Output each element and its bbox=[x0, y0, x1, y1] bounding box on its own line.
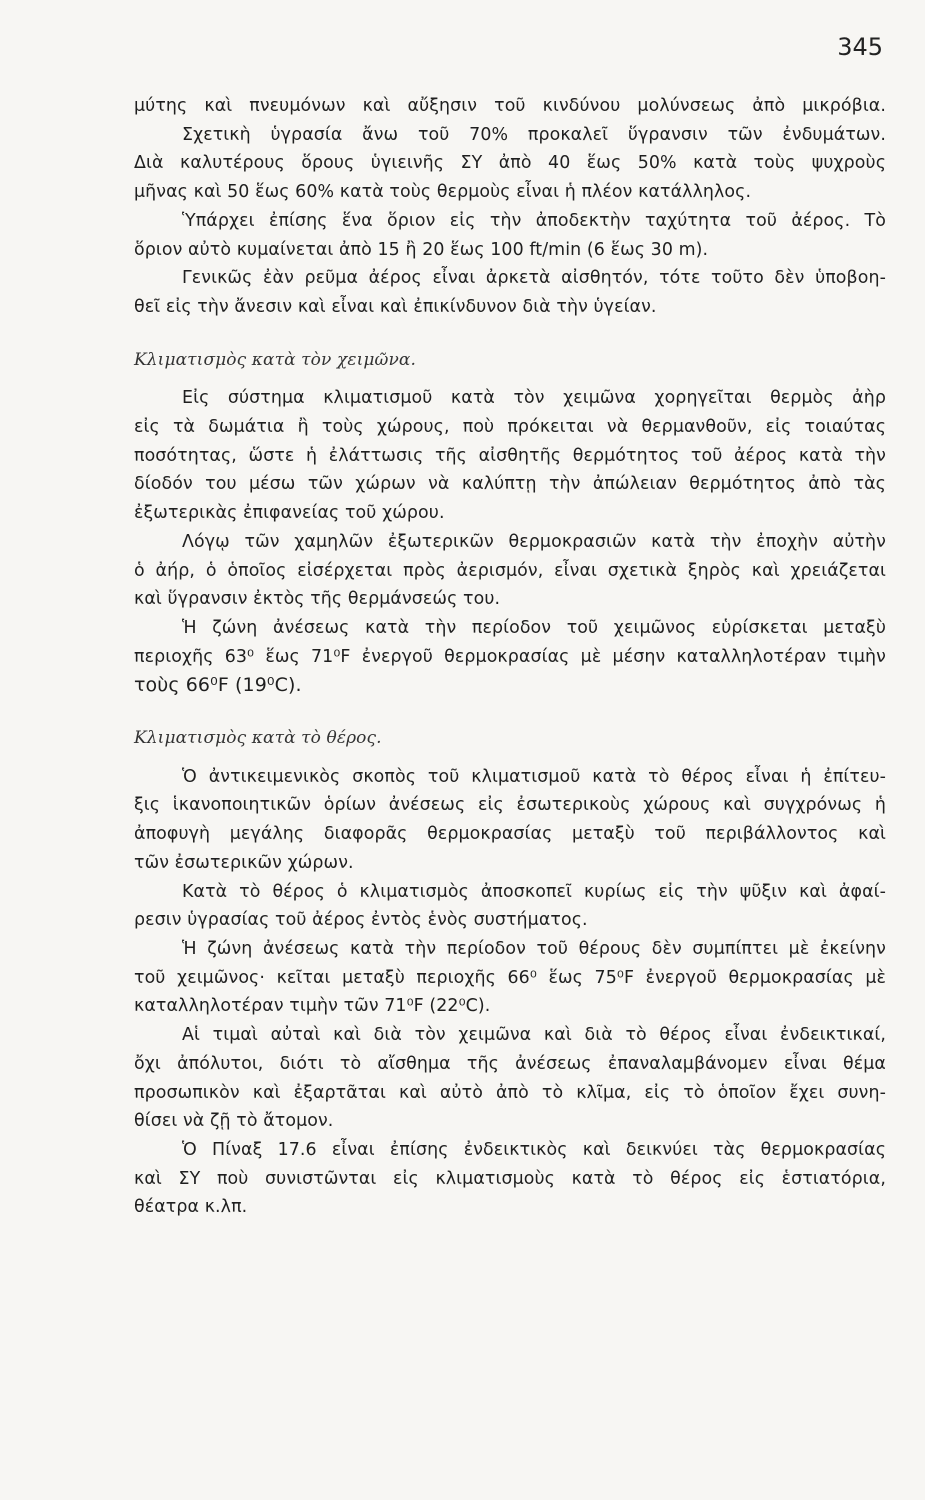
text-line: Σχετικὴ ὑγρασία ἄνω τοῦ 70% προκαλεῖ ὕγρανσιν τῶν ἐνδυμάτων. bbox=[182, 124, 886, 145]
text-line: τοὺς 66⁰F (19⁰C). bbox=[134, 674, 302, 697]
text-line: Ἡ ζώνη ἀνέσεως κατὰ τὴν περίοδον τοῦ θέρους δὲν συμπίπτει μὲ ἐκείνην bbox=[182, 938, 886, 959]
text-line: Ὁ Πίναξ 17.6 εἶναι ἐπίσης ἐνδεικτικὸς καὶ δεικνύει τὰς θερμοκρασίας bbox=[182, 1139, 886, 1160]
text-line: θίσει νὰ ζῇ τὸ ἄτομον. bbox=[134, 1111, 334, 1132]
section-heading-winter: Κλιματισμὸς κατὰ τὸν χειμῶνα. bbox=[134, 349, 416, 370]
text-line: μύτης καὶ πνευμόνων καὶ αὔξησιν τοῦ κινδύνου μολύνσεως ἀπὸ μικρόβια. bbox=[134, 96, 886, 116]
text-line: ξις ἱκανοποιητικῶν ὁρίων ἀνέσεως εἰς ἐσωτερικοὺς χώρους καὶ συγχρόνως ἡ bbox=[134, 795, 886, 816]
text-line: Διὰ καλυτέρους ὅρους ὑγιεινῆς ΣΥ ἀπὸ 40 ἕως 50% κατὰ τοὺς ψυχροὺς bbox=[134, 153, 886, 174]
text-line: Ὁ ἀντικειμενικὸς σκοπὸς τοῦ κλιματισμοῦ κατὰ τὸ θέρος εἶναι ἡ ἐπίτευ- bbox=[182, 766, 886, 787]
text-line: εἰς τὰ δωμάτια ἢ τοὺς χώρους, ποὺ πρόκειται νὰ θερμανθοῦν, εἰς τοιαύτας bbox=[134, 417, 886, 438]
text-line: δίοδόν του μέσω τῶν χώρων νὰ καλύπτῃ τὴν ἀπώλειαν θερμότητος ἀπὸ τὰς bbox=[134, 474, 886, 495]
text-line: Κατὰ τὸ θέρος ὁ κλιματισμὸς ἀποσκοπεῖ κυρίως εἰς τὴν ψῦξιν καὶ ἀφαί- bbox=[182, 881, 886, 902]
text-line: ἐξωτερικὰς ἐπιφανείας τοῦ χώρου. bbox=[134, 503, 445, 524]
text-line: ὁ ἀήρ, ὁ ὁποῖος εἰσέρχεται πρὸς ἀερισμόν, εἶναι σχετικὰ ξηρὸς καὶ χρειάζεται bbox=[134, 560, 886, 581]
text-line: καταλληλοτέραν τιμὴν τῶν 71⁰F (22⁰C). bbox=[134, 996, 491, 1017]
section-heading-summer: Κλιματισμὸς κατὰ τὸ θέρος. bbox=[134, 728, 382, 749]
text-line: Αἱ τιμαὶ αὐταὶ καὶ διὰ τὸν χειμῶνα καὶ διὰ τὸ θέρος εἶναι ἐνδεικτικαί, bbox=[182, 1025, 886, 1046]
text-line: τῶν ἐσωτερικῶν χώρων. bbox=[134, 852, 354, 873]
text-line: περιοχῆς 63⁰ ἕως 71⁰F ἐνεργοῦ θερμοκρασίας μὲ μέσην καταλληλοτέραν τιμὴν bbox=[134, 646, 886, 667]
text-line: καὶ ὕγρανσιν ἐκτὸς τῆς θερμάνσεώς του. bbox=[134, 589, 501, 610]
text-line: καὶ ΣΥ ποὺ συνιστῶνται εἰς κλιματισμοὺς κατὰ τὸ θέρος εἰς ἑστιατόρια, bbox=[134, 1168, 886, 1189]
text-line: θέατρα κ.λπ. bbox=[134, 1197, 248, 1218]
text-line: Λόγῳ τῶν χαμηλῶν ἐξωτερικῶν θερμοκρασιῶν κατὰ τὴν ἐποχὴν αὐτὴν bbox=[182, 531, 886, 552]
text-line: μῆνας καὶ 50 ἕως 60% κατὰ τοὺς θερμοὺς εἶναι ἡ πλέον κατάλληλος. bbox=[134, 182, 752, 203]
text-line: Ἡ ζώνη ἀνέσεως κατὰ τὴν περίοδον τοῦ χειμῶνος εὑρίσκεται μεταξὺ bbox=[182, 617, 886, 638]
text-line: ποσότητας, ὥστε ἡ ἐλάττωσις τῆς αἰσθητῆς θερμότητος τοῦ ἀέρος κατὰ τὴν bbox=[134, 445, 886, 466]
text-line: ἀποφυγὴ μεγάλης διαφορᾶς θερμοκρασίας μεταξὺ τοῦ περιβάλλοντος καὶ bbox=[134, 824, 886, 845]
text-line: θεῖ εἰς τὴν ἄνεσιν καὶ εἶναι καὶ ἐπικίνδυνον διὰ τὴν ὑγείαν. bbox=[134, 296, 657, 317]
text-line: Ὑπάρχει ἐπίσης ἕνα ὅριον εἰς τὴν ἀποδεκτὴν ταχύτητα τοῦ ἀέρος. Τὸ bbox=[182, 210, 886, 231]
text-line: Γενικῶς ἐὰν ρεῦμα ἀέρος εἶναι ἀρκετὰ αἰσθητόν, τότε τοῦτο δὲν ὑποβοη- bbox=[182, 268, 886, 289]
text-line: ὄχι ἀπόλυτοι, διότι τὸ αἴσθημα τῆς ἀνέσεως ἐπαναλαμβάνομεν εἶναι θέμα bbox=[134, 1053, 886, 1074]
body-text bbox=[134, 92, 886, 1222]
page-number: 345 bbox=[837, 33, 883, 61]
text-line: ὅριον αὐτὸ κυμαίνεται ἀπὸ 15 ἢ 20 ἕως 100 ft/min (6 ἕως 30 m). bbox=[134, 239, 709, 260]
text-line: Εἰς σύστημα κλιματισμοῦ κατὰ τὸν χειμῶνα χορηγεῖται θερμὸς ἀὴρ bbox=[182, 388, 886, 409]
text-line: τοῦ χειμῶνος· κεῖται μεταξὺ περιοχῆς 66⁰ ἕως 75⁰F ἐνεργοῦ θερμοκρασίας μὲ bbox=[134, 967, 886, 988]
text-line: ρεσιν ὑγρασίας τοῦ ἀέρος ἐντὸς ἑνὸς συστήματος. bbox=[134, 910, 588, 931]
text-line: προσωπικὸν καὶ ἐξαρτᾶται καὶ αὐτὸ ἀπὸ τὸ κλῖμα, εἰς τὸ ὁποῖον ἔχει συνη- bbox=[134, 1082, 886, 1103]
